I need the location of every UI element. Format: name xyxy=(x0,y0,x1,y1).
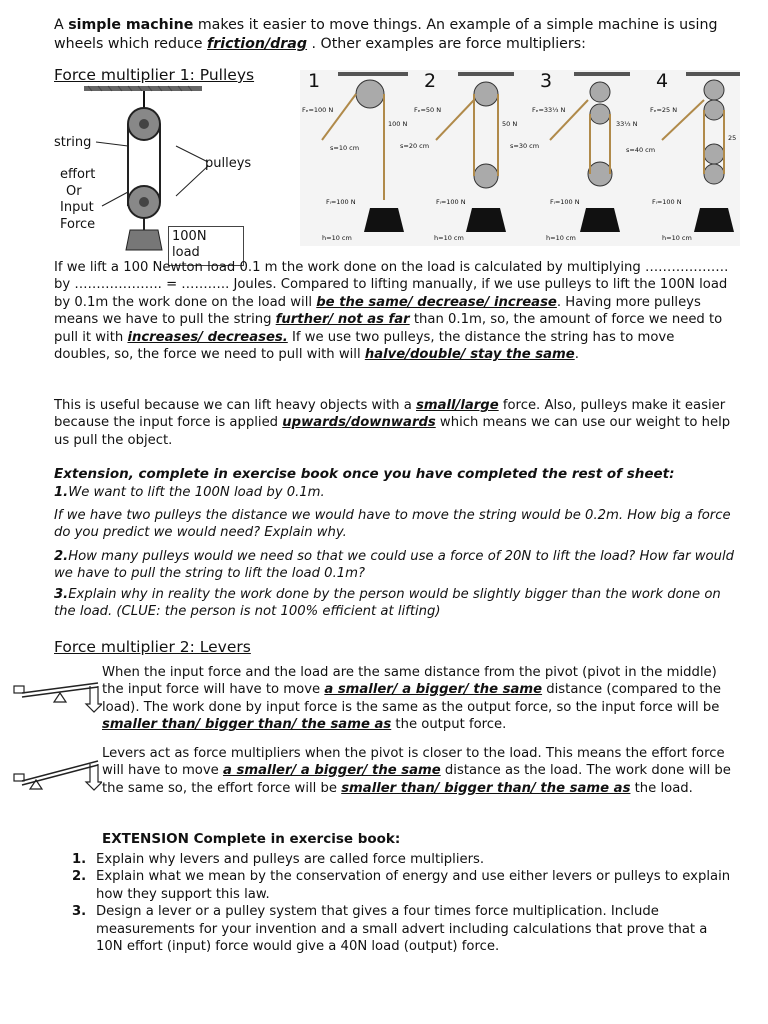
panel-4-tension: 25 xyxy=(728,134,737,142)
levers-paragraph-2: Levers act as force multipliers when the pivot is closer to the load. This means the effort force will have to move a smaller/ a bigger/ the same distance as the load. The work done will be the same so, the effort force will be smaller than/ bigger than/ the same as the load. xyxy=(102,746,731,796)
panel-4-effort: Fₑ=25 N xyxy=(650,106,678,114)
load-weight xyxy=(126,230,162,250)
panel-1-load: Fₗ=100 N xyxy=(326,198,356,206)
label-pulleys: pulleys xyxy=(205,156,252,171)
intro-paragraph: A simple machine makes it easier to move things. An example of a simple machine is using wheels which reduce friction/drag . Other examples are force multipliers: xyxy=(54,17,718,52)
pulleys-heading: Force multiplier 1: Pulleys xyxy=(54,66,255,84)
label-string: string xyxy=(54,135,92,150)
levers-heading: Force multiplier 2: Levers xyxy=(54,638,251,656)
panel-1-h: h=10 cm xyxy=(322,234,352,242)
panel-1-effort: Fₑ=100 N xyxy=(302,106,334,114)
panel-4-load: Fₗ=100 N xyxy=(652,198,682,206)
panel-4-s: s=40 cm xyxy=(626,146,656,154)
panel-1-number: 1 xyxy=(308,70,321,92)
panel-2-effort: Fₑ=50 N xyxy=(414,106,442,114)
panel-2-h: h=10 cm xyxy=(434,234,464,242)
extension-2-item-2: 2. Explain what we mean by the conservation of energy and use either levers or pulleys to explain how they support this law. xyxy=(72,869,731,902)
extension-1-q1b: If we have two pulleys the distance we would have to move the string would be 0.2m. How big a force do you predict we would need? Explain why. xyxy=(54,508,731,541)
label-effort: effort Or Input Force xyxy=(60,167,96,232)
panel-4-h: h=10 cm xyxy=(662,234,692,242)
extension-1-q3: 3.Explain why in reality the work done by the person would be slightly bigger than the work done on the load. (CLUE: the person is not 100% efficient at lifting) xyxy=(54,587,721,620)
panel-4-number: 4 xyxy=(656,70,669,92)
panel-2-s: s=20 cm xyxy=(400,142,430,150)
panel-3-s: s=30 cm xyxy=(510,142,540,150)
lever-diagram-multiplier xyxy=(12,756,102,796)
panel-1-s: s=10 cm xyxy=(330,144,360,152)
lever-diagram-equal xyxy=(12,676,102,716)
pulleys-paragraph-2: This is useful because we can lift heavy objects with a small/large force. Also, pulleys make it easier because the input force is applied upwards/downwards which means we can use our weight to help us pull the object. xyxy=(54,398,731,448)
extension-1-q1: 1.We want to lift the 100N load by 0.1m. xyxy=(54,485,325,500)
levers-paragraph-1: When the input force and the load are the same distance from the pivot (pivot in the middle) the input force will have to move a smaller/ a bigger/ the same distance (compared to the load). The work done by input force is the same as the output force, so the input force will be smaller than/ bigger than/ the same as the output force. xyxy=(102,665,721,733)
load-label-box: 100N load xyxy=(168,226,244,266)
extension-2-item-1: 1. Explain why levers and pulleys are called force multipliers. xyxy=(72,852,485,867)
extension-1-title: Extension, complete in exercise book once you have completed the rest of sheet: xyxy=(54,466,675,482)
pulleys-paragraph-1: If we lift a 100 Newton load 0.1 m the work done on the load is calculated by multiplying ………………. by ……………….. = ……….. Joules. Compared to lifting manually, if we use pulleys to lift the 100N load by 0.1m the work done on the load will be the same/ decrease/ increase. Having more pulleys means we have to pull the string further/ not as far than 0.1m, so, the amount of force we need to pull it with increases/ decreases. If we use two pulleys, the distance the string has to move doubles, so, the force we need to pull with will halve/double/ stay the same. xyxy=(54,260,729,363)
extension-2-list xyxy=(54,851,734,955)
extension-2-item-3: 3. Design a lever or a pulley system that gives a four times force multiplication. Include measurements for your invention and a small advert including calculations that prove that a 10N effort (input) force would give a 40N load (output) force. xyxy=(72,904,708,955)
panel-3-h: h=10 cm xyxy=(546,234,576,242)
panel-3-number: 3 xyxy=(540,70,553,92)
extension-1-q2: 2.How many pulleys would we need so that we could use a force of 20N to lift the load? How far would we have to pull the string to lift the load 0.1m? xyxy=(54,549,735,582)
panel-2-load: Fₗ=100 N xyxy=(436,198,466,206)
extension-2-title: EXTENSION Complete in exercise book: xyxy=(102,831,401,847)
panel-1-tension: 100 N xyxy=(388,120,408,128)
panel-2-number: 2 xyxy=(424,70,437,92)
panel-3-load: Fₗ=100 N xyxy=(550,198,580,206)
panel-3-tension: 33⅓ N xyxy=(616,120,638,128)
panel-3-effort: Fₑ=33⅓ N xyxy=(532,106,566,114)
pulley-comparison-image xyxy=(300,70,740,246)
panel-2-tension: 50 N xyxy=(502,120,518,128)
